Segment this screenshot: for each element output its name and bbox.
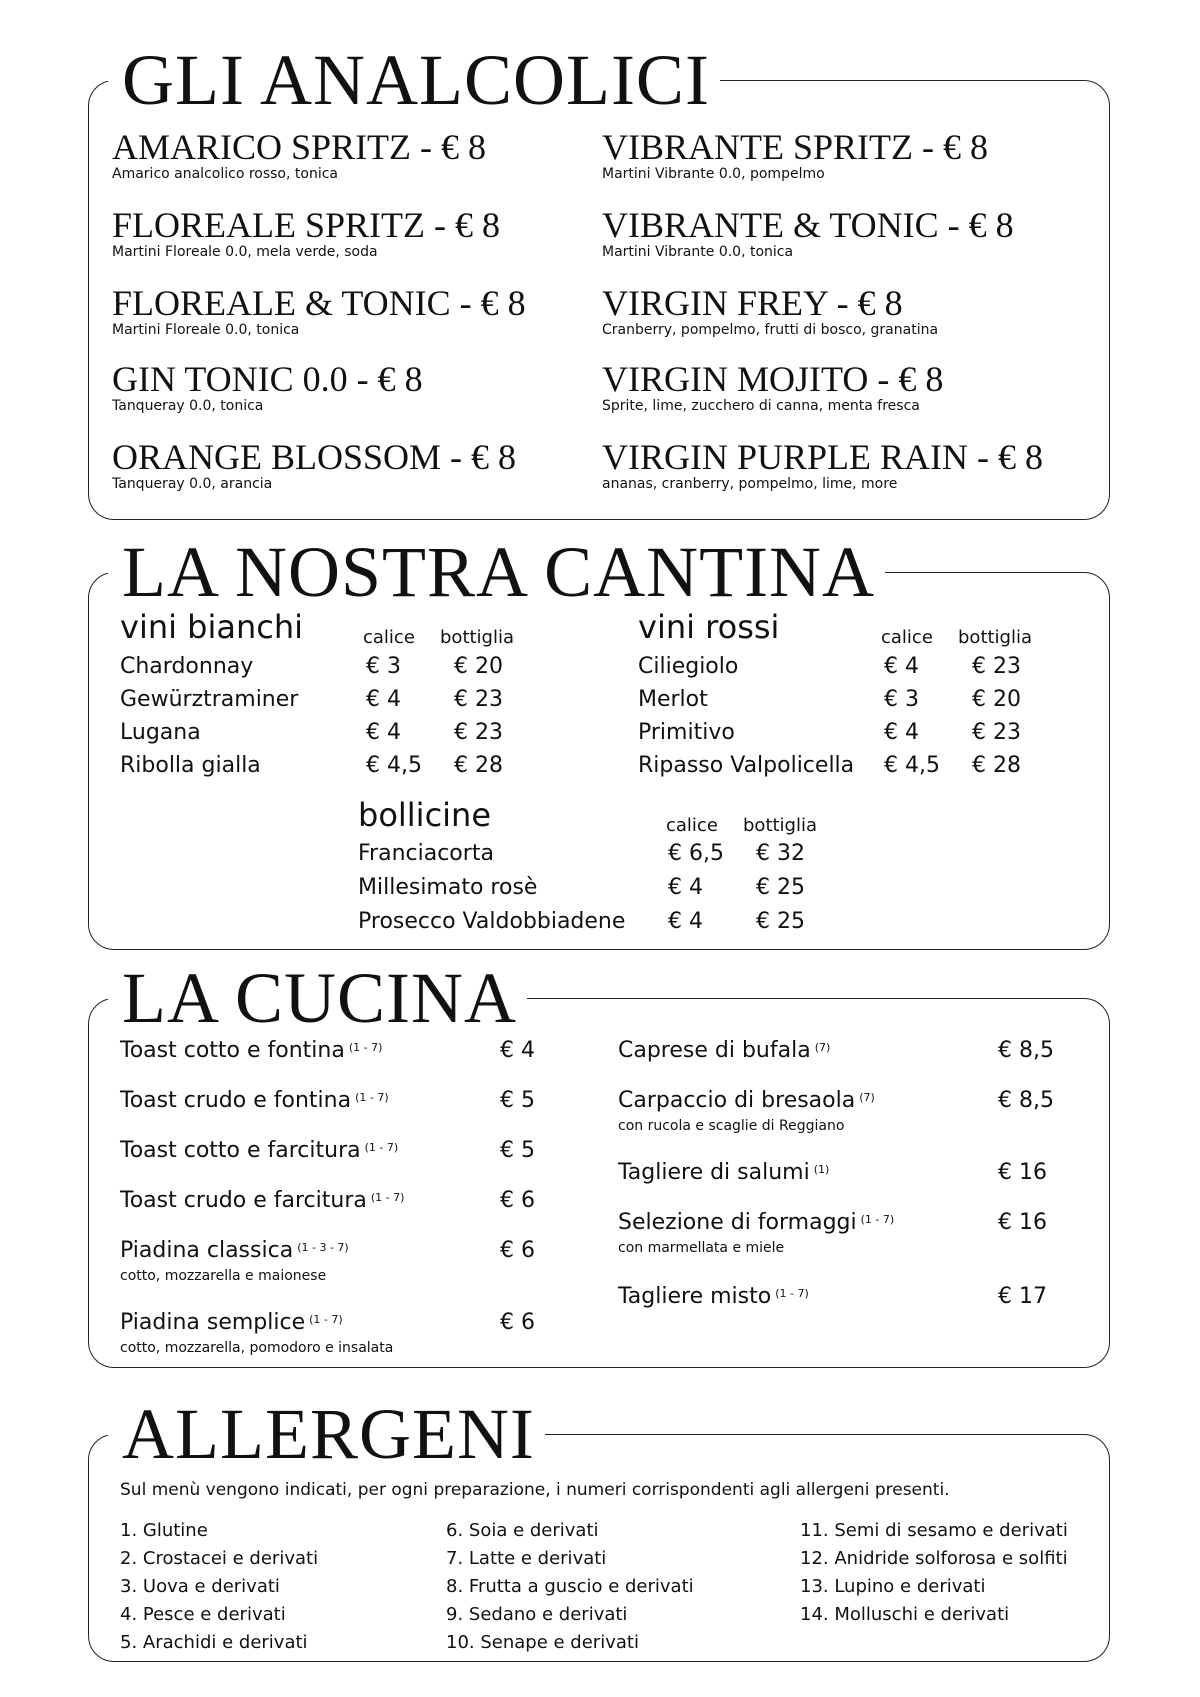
wine-name: Gewürztraminer (120, 687, 299, 712)
column-header-bottiglia: bottiglia (743, 815, 818, 836)
dish-name: Caprese di bufala (618, 1038, 811, 1063)
section-title: GLI ANALCOLICI (108, 44, 720, 116)
dish-allergens: (7) (859, 1090, 875, 1104)
wine-price-calice: € 3 (366, 654, 401, 679)
drink-item (602, 438, 1043, 492)
allergen-item: 1. Glutine (120, 1520, 208, 1541)
wine-price-calice: € 4,5 (366, 753, 422, 778)
dish-item (120, 1088, 389, 1114)
dish-allergens: (1 - 7) (370, 1190, 405, 1204)
drink-name: GIN TONIC 0.0 - € 8 (112, 359, 423, 399)
column-header-calice: calice (363, 627, 415, 648)
wine-price-calice: € 4 (366, 687, 401, 712)
dish-allergens: (1 - 7) (348, 1040, 383, 1054)
wine-name: Ribolla gialla (120, 753, 261, 778)
wine-price-calice: € 4 (884, 720, 919, 745)
wine-price-calice: € 4 (366, 720, 401, 745)
dish-allergens: (1 - 7) (860, 1212, 895, 1226)
dish-price: € 6 (500, 1238, 535, 1263)
section-cucina (88, 958, 1110, 1368)
dish-description: con marmellata e miele (618, 1240, 785, 1256)
drink-item (112, 438, 516, 492)
allergen-list (800, 1520, 1068, 1632)
dish-item (618, 1160, 829, 1186)
dish-item (120, 1138, 398, 1164)
dish-price: € 8,5 (998, 1088, 1054, 1113)
wine-name: Chardonnay (120, 654, 254, 679)
dish-item (120, 1188, 404, 1214)
drink-name: ORANGE BLOSSOM - € 8 (112, 437, 517, 477)
dish-item (120, 1238, 349, 1284)
drink-item (112, 128, 486, 182)
dish-name: Piadina semplice (120, 1310, 306, 1335)
column-header-calice: calice (881, 627, 933, 648)
dish-item (120, 1038, 382, 1064)
column-header-calice: calice (666, 815, 718, 836)
allergen-item: 5. Arachidi e derivati (120, 1632, 308, 1653)
dish-allergens: (1 - 7) (775, 1286, 809, 1300)
dish-price: € 6 (500, 1188, 535, 1213)
drink-item (602, 360, 943, 414)
dish-price: € 5 (500, 1088, 535, 1113)
wine-name: Merlot (638, 687, 708, 712)
wine-name: Franciacorta (358, 841, 494, 866)
dish-allergens: (1 - 3 - 7) (297, 1240, 349, 1254)
drink-name: VIRGIN FREY - € 8 (602, 283, 903, 323)
wine-price-bottiglia: € 20 (972, 687, 1021, 712)
wine-name: Prosecco Valdobbiadene (358, 909, 626, 934)
dish-price: € 8,5 (998, 1038, 1054, 1063)
dish-allergens: (7) (814, 1040, 831, 1054)
allergen-item: 14. Molluschi e derivati (800, 1604, 1010, 1625)
wine-price-bottiglia: € 23 (454, 720, 503, 745)
dish-allergens: (1 - 7) (309, 1312, 343, 1326)
wine-price-calice: € 4 (884, 654, 919, 679)
dish-allergens: (1 - 7) (364, 1140, 399, 1154)
dish-item (120, 1310, 393, 1356)
allergen-item: 4. Pesce e derivati (120, 1604, 286, 1625)
allergen-list (446, 1520, 694, 1660)
column-header-bottiglia: bottiglia (958, 627, 1033, 648)
dish-item (618, 1038, 830, 1064)
drink-description: Cranberry, pompelmo, frutti di bosco, granatina (602, 322, 939, 338)
dish-price: € 17 (998, 1284, 1047, 1309)
allergen-item: 2. Crostacei e derivati (120, 1548, 319, 1569)
dish-price: € 4 (500, 1038, 535, 1063)
allergen-list (120, 1520, 318, 1660)
drink-name: VIRGIN MOJITO - € 8 (602, 359, 944, 399)
drink-description: Sprite, lime, zucchero di canna, menta fresca (602, 398, 920, 414)
column-header-bottiglia: bottiglia (440, 627, 515, 648)
dish-price: € 6 (500, 1310, 535, 1335)
wine-price-bottiglia: € 32 (756, 841, 805, 866)
dish-name: Tagliere misto (618, 1284, 772, 1309)
wine-price-bottiglia: € 23 (454, 687, 503, 712)
wine-name: Lugana (120, 720, 201, 745)
drink-description: Martini Floreale 0.0, tonica (112, 322, 300, 338)
drink-description: Amarico analcolico rosso, tonica (112, 166, 338, 182)
drink-name: VIBRANTE SPRITZ - € 8 (602, 127, 988, 167)
dish-name: Piadina classica (120, 1238, 294, 1263)
dish-price: € 5 (500, 1138, 535, 1163)
allergen-item: 9. Sedano e derivati (446, 1604, 628, 1625)
dish-item (618, 1210, 894, 1256)
wine-category-title: vini rossi (638, 608, 780, 646)
section-title: ALLERGENI (108, 1398, 545, 1470)
wine-price-bottiglia: € 23 (972, 720, 1021, 745)
allergen-item: 11. Semi di sesamo e derivati (800, 1520, 1068, 1541)
dish-price: € 16 (998, 1160, 1047, 1185)
drink-description: Tanqueray 0.0, arancia (112, 476, 273, 492)
allergen-item: 10. Senape e derivati (446, 1632, 639, 1653)
dish-item (618, 1088, 875, 1134)
allergen-item: 12. Anidride solforosa e solfiti (800, 1548, 1068, 1569)
dish-description: con rucola e scaglie di Reggiano (618, 1118, 845, 1134)
drink-name: VIBRANTE & TONIC - € 8 (602, 205, 1014, 245)
allergen-item: 13. Lupino e derivati (800, 1576, 986, 1597)
dish-name: Carpaccio di bresaola (618, 1088, 856, 1113)
wine-price-bottiglia: € 23 (972, 654, 1021, 679)
drink-item (602, 284, 938, 338)
wine-price-bottiglia: € 28 (972, 753, 1021, 778)
drink-description: Martini Floreale 0.0, mela verde, soda (112, 244, 378, 260)
dish-name: Toast cotto e farcitura (120, 1138, 361, 1163)
drink-name: AMARICO SPRITZ - € 8 (112, 127, 487, 167)
dish-description: cotto, mozzarella, pomodoro e insalata (120, 1340, 394, 1356)
wine-price-bottiglia: € 20 (454, 654, 503, 679)
wine-name: Primitivo (638, 720, 735, 745)
drink-name: VIRGIN PURPLE RAIN - € 8 (602, 437, 1043, 477)
wine-price-calice: € 6,5 (668, 841, 724, 866)
section-title: LA NOSTRA CANTINA (108, 536, 885, 608)
wine-price-calice: € 4,5 (884, 753, 940, 778)
drink-description: Martini Vibrante 0.0, pompelmo (602, 166, 825, 182)
drink-description: Martini Vibrante 0.0, tonica (602, 244, 794, 260)
drink-description: Tanqueray 0.0, tonica (112, 398, 264, 414)
allergen-item: 6. Soia e derivati (446, 1520, 599, 1541)
dish-name: Toast crudo e farcitura (120, 1188, 367, 1213)
dish-name: Tagliere di salumi (618, 1160, 810, 1185)
dish-price: € 16 (998, 1210, 1047, 1235)
dish-allergens: (1) (813, 1162, 830, 1176)
allergen-item: 3. Uova e derivati (120, 1576, 280, 1597)
wine-price-bottiglia: € 28 (454, 753, 503, 778)
wine-price-calice: € 4 (668, 909, 703, 934)
dish-name: Selezione di formaggi (618, 1210, 857, 1235)
drink-name: FLOREALE SPRITZ - € 8 (112, 205, 501, 245)
section-title: LA CUCINA (108, 962, 527, 1034)
wine-price-calice: € 3 (884, 687, 919, 712)
section-cantina (88, 532, 1110, 950)
section-analcolici (88, 40, 1110, 520)
dish-name: Toast cotto e fontina (120, 1038, 345, 1063)
allergeni-intro: Sul menù vengono indicati, per ogni preparazione, i numeri corrispondenti agli allergeni presenti. (120, 1480, 950, 1500)
dish-description: cotto, mozzarella e maionese (120, 1268, 327, 1284)
drink-item (112, 360, 423, 414)
drink-item (602, 128, 988, 182)
allergen-item: 7. Latte e derivati (446, 1548, 607, 1569)
wine-name: Millesimato rosè (358, 875, 538, 900)
wine-price-bottiglia: € 25 (756, 875, 805, 900)
drink-description: ananas, cranberry, pompelmo, lime, more (602, 476, 898, 492)
wine-name: Ciliegiolo (638, 654, 739, 679)
drink-name: FLOREALE & TONIC - € 8 (112, 283, 526, 323)
drink-item (112, 206, 500, 260)
wine-price-calice: € 4 (668, 875, 703, 900)
drink-item (112, 284, 526, 338)
section-allergeni (88, 1394, 1110, 1662)
wine-name: Ripasso Valpolicella (638, 753, 855, 778)
wine-price-bottiglia: € 25 (756, 909, 805, 934)
dish-allergens: (1 - 7) (355, 1090, 389, 1104)
dish-name: Toast crudo e fontina (120, 1088, 352, 1113)
wine-category-title: vini bianchi (120, 608, 304, 646)
dish-item (618, 1284, 809, 1310)
drink-item (602, 206, 1014, 260)
allergen-item: 8. Frutta a guscio e derivati (446, 1576, 694, 1597)
wine-category-title: bollicine (358, 796, 492, 834)
